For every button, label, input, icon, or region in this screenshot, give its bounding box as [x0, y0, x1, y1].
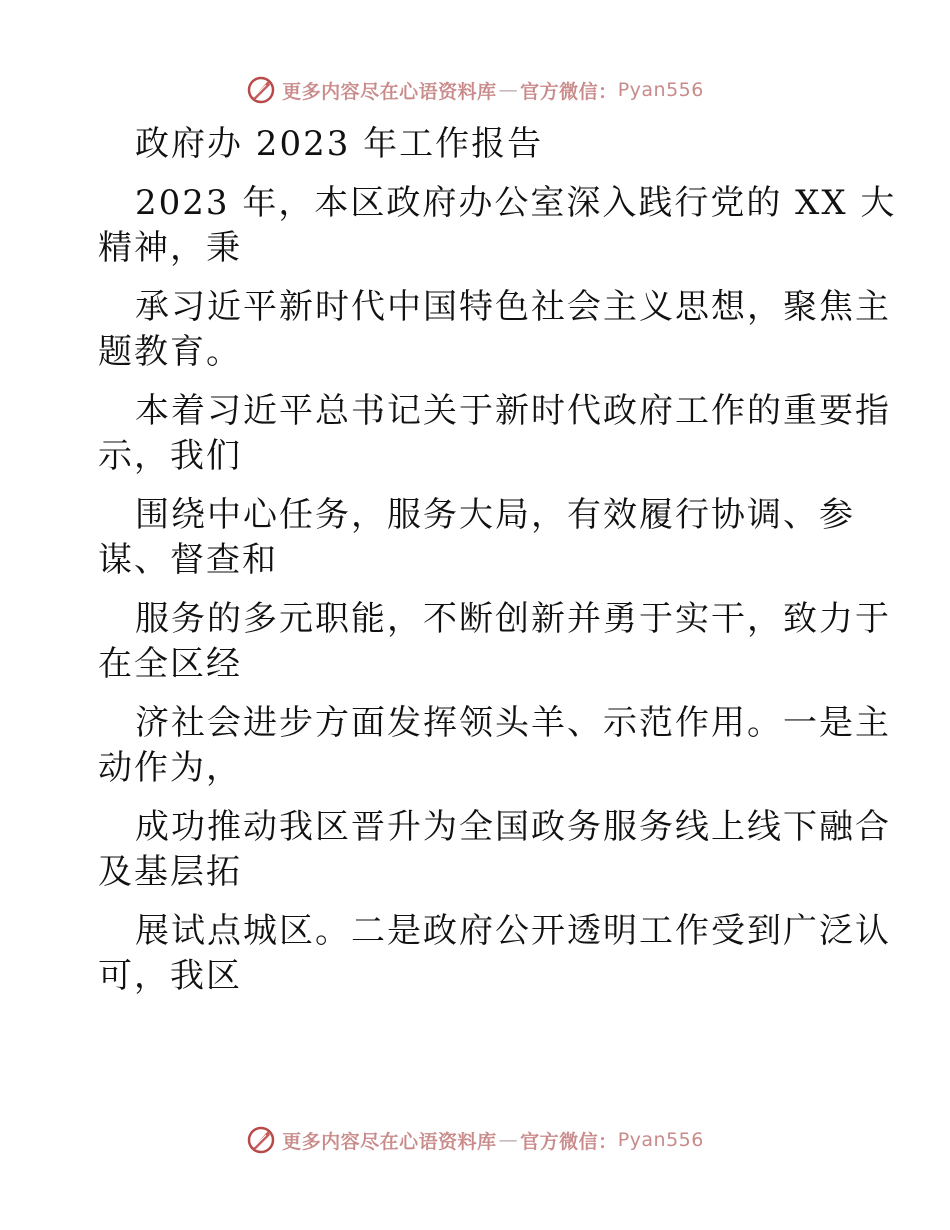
paragraph [98, 805, 891, 896]
header-watermark [0, 70, 950, 110]
paragraph-gap [98, 896, 858, 909]
watermark-text: 更多内容尽在心语资料库 [282, 80, 497, 103]
paragraph-line-wrap: 可，我区 [98, 956, 242, 996]
paragraph-line: 2023 年，本区政府办公室深入践行党的 XX 大 [135, 182, 897, 223]
watermark-account-label: 官方微信： [520, 1130, 618, 1153]
watermark-account-label: 官方微信： [520, 80, 618, 103]
feather-pen-circle-icon [246, 1125, 276, 1155]
paragraph [98, 181, 897, 272]
paragraph-gap [98, 792, 858, 805]
feather-pen-circle-icon [246, 75, 276, 105]
paragraph [98, 701, 891, 792]
paragraph-line-wrap: 在全区经 [98, 644, 242, 684]
footer-watermark [0, 1120, 950, 1160]
paragraph-gap [98, 480, 858, 493]
paragraph-line: 济社会进步方面发挥领头羊、示范作用。一是主 [135, 702, 891, 743]
paragraph-line-wrap: 及基层拓 [98, 852, 242, 892]
paragraph-line-wrap: 示，我们 [98, 436, 242, 476]
paragraph-line: 本着习近平总书记关于新时代政府工作的重要指 [135, 390, 891, 431]
watermark-account: Pyan556 [617, 79, 704, 101]
paragraph-line: 承习近平新时代中国特色社会主义思想，聚焦主 [135, 286, 891, 327]
paragraph-line-wrap: 精神，秉 [98, 228, 242, 268]
document-title: 政府办 2023 年工作报告 [135, 124, 544, 164]
paragraph [98, 285, 891, 376]
paragraph-line-wrap: 谋、督查和 [98, 540, 278, 580]
watermark-separator: — [498, 79, 519, 101]
paragraph-line: 围绕中心任务，服务大局，有效履行协调、参 [135, 494, 855, 535]
paragraph-line: 服务的多元职能，不断创新并勇于实干，致力于 [135, 598, 891, 639]
document-body [98, 122, 897, 1000]
paragraph-gap [98, 168, 858, 181]
watermark-account: Pyan556 [617, 1129, 704, 1151]
watermark-separator: — [498, 1129, 519, 1151]
paragraph-line: 展试点城区。二是政府公开透明工作受到广泛认 [135, 910, 891, 951]
paragraph-gap [98, 584, 858, 597]
watermark-text: 更多内容尽在心语资料库 [282, 1130, 497, 1153]
paragraph [98, 493, 858, 584]
paragraph-gap [98, 376, 858, 389]
paragraph-line-wrap: 动作为， [98, 748, 242, 788]
paragraph [98, 909, 891, 1000]
paragraph-line-wrap: 题教育。 [98, 332, 242, 372]
paragraph-gap [98, 272, 858, 285]
paragraph-gap [98, 688, 858, 701]
paragraph [98, 597, 891, 688]
paragraph [98, 389, 891, 480]
paragraph-line: 成功推动我区晋升为全国政务服务线上线下融合 [135, 806, 891, 847]
